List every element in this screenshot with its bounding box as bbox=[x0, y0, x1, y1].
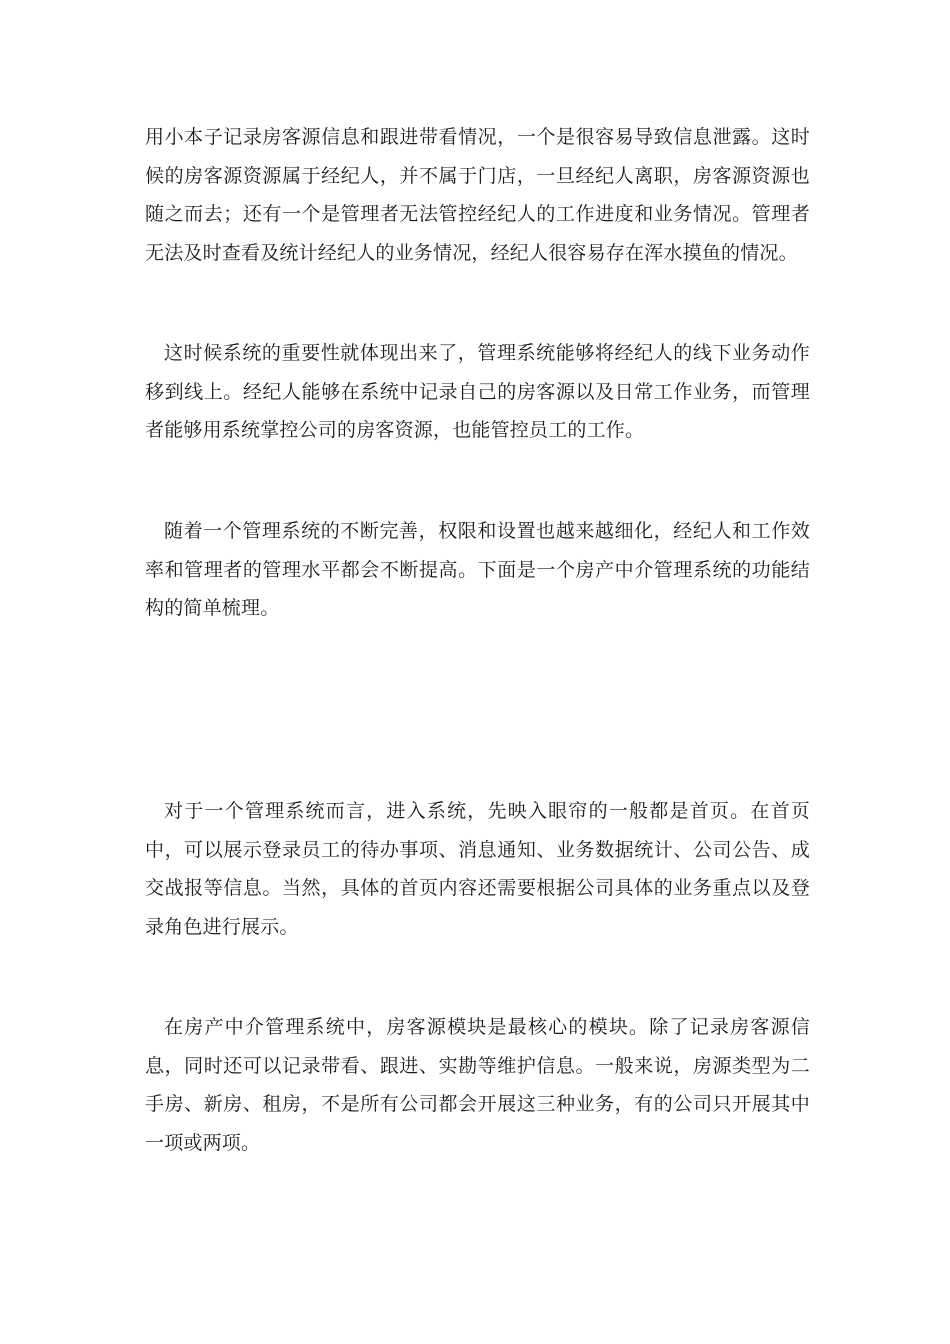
paragraph-2: 这时候系统的重要性就体现出来了，管理系统能够将经纪人的线下业务动作移到线上。经纪人能够在系统中记录自己的房客源以及日常工作业务，而管理者能够用系统掌控公司的房客资源，也能管控员工的工作。 bbox=[145, 342, 810, 441]
paragraph-4: 对于一个管理系统而言，进入系统，先映入眼帘的一般都是首页。在首页中，可以展示登录员工的待办事项、消息通知、业务数据统计、公司公告、成交战报等信息。当然，具体的首页内容还需要根据公司具体的业务重点以及登录角色进行展示。 bbox=[145, 800, 810, 938]
paragraph-5: 在房产中介管理系统中，房客源模块是最核心的模块。除了记录房客源信息，同时还可以记录带看、跟进、实勘等维护信息。一般来说，房源类型为二手房、新房、租房，不是所有公司都会开展这三种业务，有的公司只开展其中一项或两项。 bbox=[145, 1016, 810, 1154]
paragraph-1: 用小本子记录房客源信息和跟进带看情况，一个是很容易导致信息泄露。这时候的房客源资源属于经纪人，并不属于门店，一旦经纪人离职，房客源资源也随之而去；还有一个是管理者无法管控经纪人的工作进度和业务情况。管理者无法及时查看及统计经纪人的业务情况，经纪人很容易存在浑水摸鱼的情况。 bbox=[145, 126, 810, 264]
paragraph-3: 随着一个管理系统的不断完善，权限和设置也越来越细化，经纪人和工作效率和管理者的管理水平都会不断提高。下面是一个房产中介管理系统的功能结构的简单梳理。 bbox=[145, 520, 810, 619]
